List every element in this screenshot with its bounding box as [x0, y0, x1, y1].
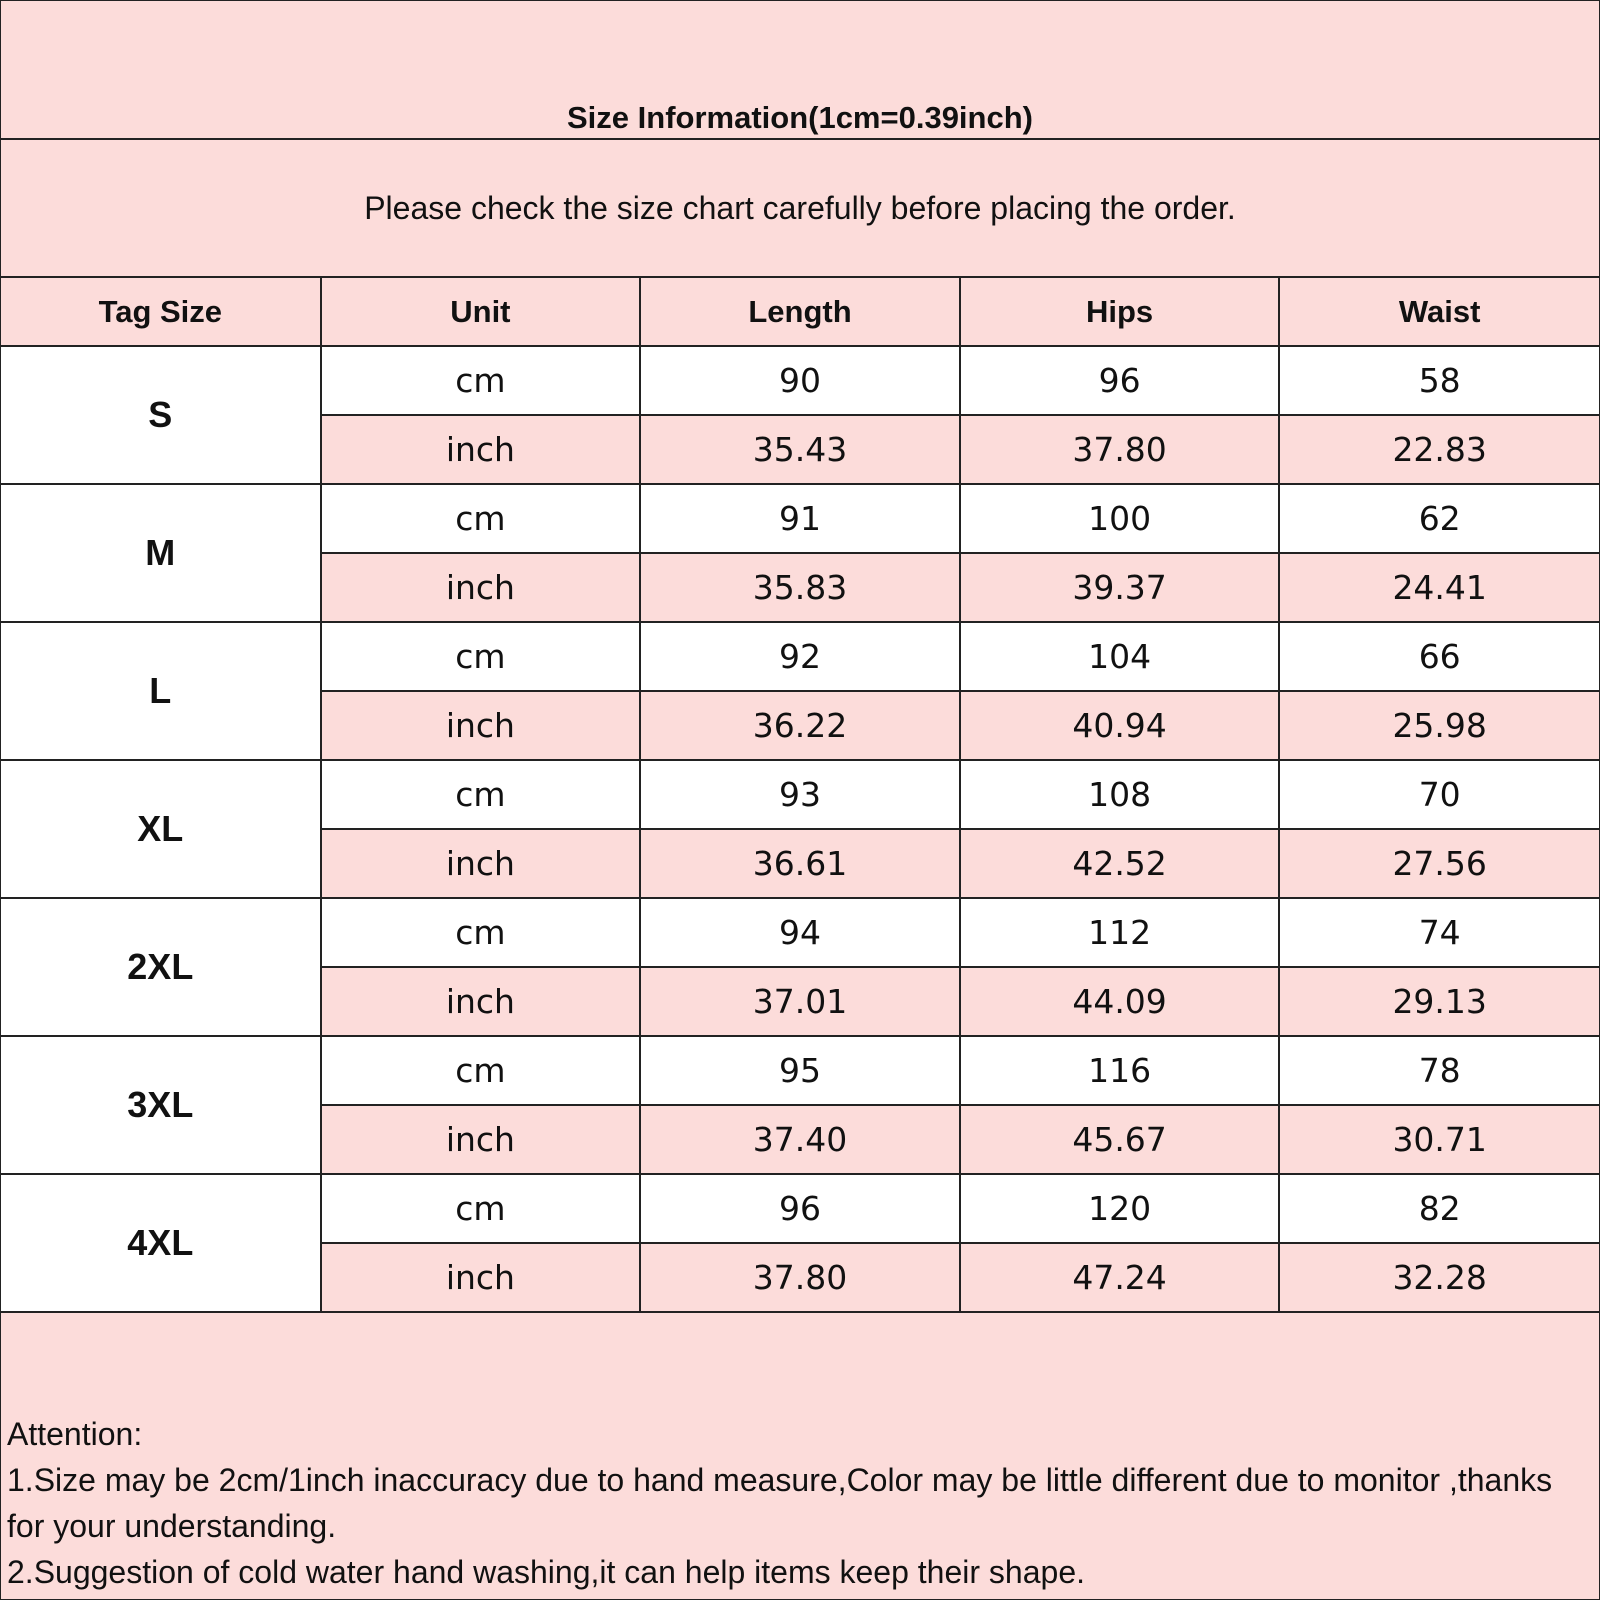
tag-size-cell: XL	[1, 760, 321, 898]
length-cell: 91	[640, 484, 960, 553]
length-cell: 36.22	[640, 691, 960, 760]
hips-cell: 104	[960, 622, 1280, 691]
unit-cell: cm	[321, 1036, 641, 1105]
length-cell: 37.40	[640, 1105, 960, 1174]
notice-text: Please check the size chart carefully before placing the order.	[364, 189, 1236, 226]
waist-cell: 25.98	[1279, 691, 1599, 760]
attention-line-2: 2.Suggestion of cold water hand washing,it can help items keep their shape.	[7, 1554, 1085, 1590]
size-row-4xl-cm	[1, 1174, 1599, 1243]
unit-cell: cm	[321, 484, 641, 553]
header-hips: Hips	[960, 278, 1280, 346]
size-row-2xl-cm	[1, 898, 1599, 967]
unit-cell: cm	[321, 898, 641, 967]
unit-cell: cm	[321, 346, 641, 415]
length-cell: 36.61	[640, 829, 960, 898]
waist-cell: 66	[1279, 622, 1599, 691]
length-cell: 94	[640, 898, 960, 967]
length-cell: 95	[640, 1036, 960, 1105]
length-cell: 35.43	[640, 415, 960, 484]
header-tag-size: Tag Size	[1, 278, 321, 346]
tag-size-cell: 4XL	[1, 1174, 321, 1312]
waist-cell: 74	[1279, 898, 1599, 967]
header-length: Length	[640, 278, 960, 346]
unit-cell: inch	[321, 415, 641, 484]
attention-heading: Attention:	[7, 1416, 143, 1452]
length-cell: 96	[640, 1174, 960, 1243]
hips-cell: 40.94	[960, 691, 1280, 760]
attention-line-1: 1.Size may be 2cm/1inch inaccuracy due to hand measure,Color may be little different due to monitor ,thanks for your understanding.	[7, 1462, 1553, 1544]
length-cell: 92	[640, 622, 960, 691]
unit-cell: cm	[321, 1174, 641, 1243]
notice-band	[1, 140, 1599, 278]
hips-cell: 44.09	[960, 967, 1280, 1036]
hips-cell: 39.37	[960, 553, 1280, 622]
hips-cell: 112	[960, 898, 1280, 967]
unit-cell: cm	[321, 760, 641, 829]
unit-cell: inch	[321, 553, 641, 622]
unit-cell: inch	[321, 1243, 641, 1312]
length-cell: 35.83	[640, 553, 960, 622]
tag-size-cell: 3XL	[1, 1036, 321, 1174]
hips-cell: 47.24	[960, 1243, 1280, 1312]
tag-size-cell: 2XL	[1, 898, 321, 1036]
hips-cell: 42.52	[960, 829, 1280, 898]
waist-cell: 62	[1279, 484, 1599, 553]
waist-cell: 70	[1279, 760, 1599, 829]
waist-cell: 24.41	[1279, 553, 1599, 622]
tag-size-cell: L	[1, 622, 321, 760]
waist-cell: 22.83	[1279, 415, 1599, 484]
header-unit: Unit	[321, 278, 641, 346]
unit-cell: cm	[321, 622, 641, 691]
attention-notes	[7, 1411, 1589, 1595]
length-cell: 93	[640, 760, 960, 829]
header-row	[1, 278, 1599, 346]
size-table	[1, 278, 1599, 1313]
length-cell: 37.80	[640, 1243, 960, 1312]
unit-cell: inch	[321, 1105, 641, 1174]
size-row-xl-cm	[1, 760, 1599, 829]
waist-cell: 27.56	[1279, 829, 1599, 898]
tag-size-cell: S	[1, 346, 321, 484]
title-band	[1, 1, 1599, 140]
hips-cell: 45.67	[960, 1105, 1280, 1174]
waist-cell: 78	[1279, 1036, 1599, 1105]
waist-cell: 30.71	[1279, 1105, 1599, 1174]
hips-cell: 100	[960, 484, 1280, 553]
size-row-l-cm	[1, 622, 1599, 691]
header-waist: Waist	[1279, 278, 1599, 346]
length-cell: 90	[640, 346, 960, 415]
size-row-s-cm	[1, 346, 1599, 415]
hips-cell: 37.80	[960, 415, 1280, 484]
unit-cell: inch	[321, 829, 641, 898]
hips-cell: 96	[960, 346, 1280, 415]
chart-title: Size Information(1cm=0.39inch)	[567, 100, 1033, 135]
unit-cell: inch	[321, 691, 641, 760]
hips-cell: 116	[960, 1036, 1280, 1105]
hips-cell: 120	[960, 1174, 1280, 1243]
size-row-3xl-cm	[1, 1036, 1599, 1105]
waist-cell: 58	[1279, 346, 1599, 415]
length-cell: 37.01	[640, 967, 960, 1036]
waist-cell: 32.28	[1279, 1243, 1599, 1312]
unit-cell: inch	[321, 967, 641, 1036]
size-table-body	[1, 346, 1599, 1312]
waist-cell: 29.13	[1279, 967, 1599, 1036]
waist-cell: 82	[1279, 1174, 1599, 1243]
tag-size-cell: M	[1, 484, 321, 622]
size-row-m-cm	[1, 484, 1599, 553]
hips-cell: 108	[960, 760, 1280, 829]
